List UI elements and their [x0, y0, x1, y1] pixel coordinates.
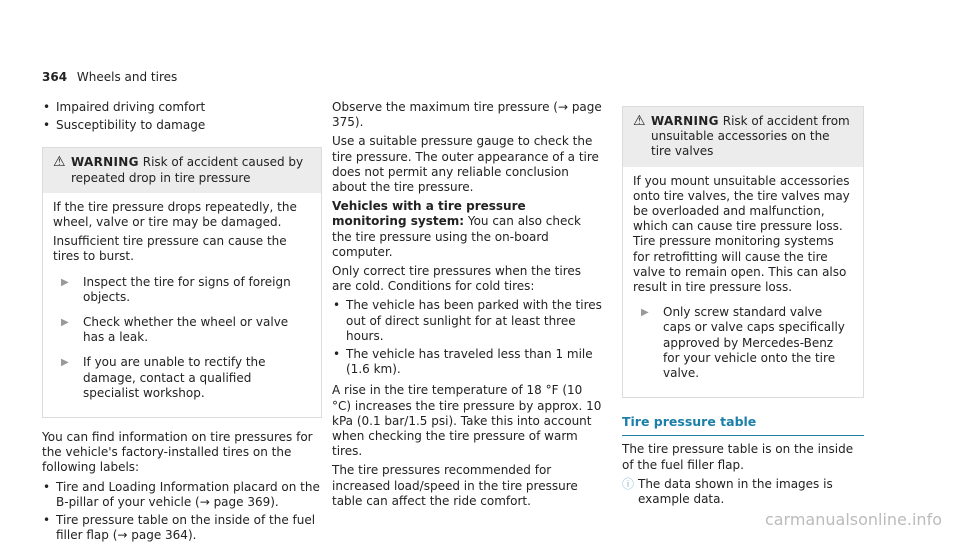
paragraph: A rise in the tire temperature of 18 °F (10 °C) increases the tire pressure by approx. 10 kPa (0.1 bar/1.5 psi). Take this into account when checking the tire pressure of warm tires.: [332, 383, 602, 459]
warning-header: [43, 148, 321, 192]
labels-list: [42, 480, 322, 544]
arrow-right-icon: ▶: [61, 357, 69, 369]
list-item: • Tire and Loading Information placard on the B-pillar of your vehicle (→ page 369).: [42, 480, 322, 510]
warning-label: WARNING: [651, 114, 719, 128]
action-step: ▶ If you are unable to rectify the damage, contact a qualified specialist workshop.: [53, 355, 311, 401]
warning-label: WARNING: [71, 155, 139, 170]
warning-paragraph: Insufficient tire pressure can cause the tires to burst.: [53, 234, 287, 264]
column-3: [622, 100, 864, 507]
warning-body: [623, 167, 863, 398]
warning-triangle-icon: ⚠: [53, 154, 66, 171]
warning-triangle-icon: ⚠: [633, 113, 646, 129]
arrow-right-icon: ▶: [61, 317, 69, 329]
paragraph: Only correct tire pressures when the tires are cold. Conditions for cold tires:: [332, 264, 582, 294]
section-name: Wheels and tires: [76, 70, 178, 84]
action-step: ▶ Only screw standard valve caps or valve caps specifically approved by Mercedes-Benz for your vehicle onto the tire valve.: [633, 305, 853, 381]
arrow-right-icon: ▶: [641, 307, 649, 319]
page-header: [42, 70, 177, 85]
list-item: • Impaired driving comfort: [42, 100, 322, 115]
paragraph: Use a suitable pressure gauge to check the tire pressure. The outer appearance of a tire does not permit any reliable conclusion about the tire pressure.: [332, 134, 599, 195]
list-item: • The vehicle has traveled less than 1 mile (1.6 km).: [332, 347, 604, 377]
action-step: ▶ Inspect the tire for signs of foreign objects.: [53, 275, 311, 305]
action-step: ▶ Check whether the wheel or valve has a leak.: [53, 315, 311, 345]
warning-box: [622, 106, 864, 398]
list-item: • Susceptibility to damage: [42, 118, 322, 133]
warning-box: [42, 147, 322, 418]
info-icon: ⓘ: [622, 476, 635, 491]
paragraph: The tire pressure table is on the inside of the fuel filler flap.: [622, 442, 854, 472]
section-title: Tire pressure table: [622, 414, 864, 436]
bold-lead: Vehicles with a tire pressure monitoring system:: [332, 199, 526, 229]
effects-list: [42, 100, 322, 133]
page-number: 364: [42, 70, 68, 84]
warning-header: [623, 107, 863, 167]
note-text: The data shown in the images is example data.: [638, 476, 833, 507]
info-paragraph: You can find information on tire pressures for the vehicle's factory-installed tires on the following labels:: [42, 430, 313, 475]
warning-title: Risk of accident caused by repeated drop in tire pressure: [71, 155, 304, 185]
column-1: [42, 100, 322, 549]
watermark: carmanualsonline.info: [764, 509, 942, 529]
paragraph: Vehicles with a tire pressure monitoring system: You can also check the tire pressure using the on-board computer.: [332, 199, 581, 259]
warning-paragraph: If you mount unsuitable accessories onto tire valves, the tire valves may be overloaded and malfunction, which can cause tire pressure loss. Tire pressure monitoring systems for retrofitting will cause the tire valve to remain open. This can also result in tire pressure loss.: [633, 173, 850, 295]
paragraph: Observe the maximum tire pressure (→ page 375).: [332, 100, 602, 130]
column-2: [332, 100, 604, 513]
warning-body: [43, 193, 321, 417]
note: [622, 477, 864, 507]
list-item: • Tire pressure table on the inside of the fuel filler flap (→ page 364).: [42, 513, 322, 543]
arrow-right-icon: ▶: [61, 276, 69, 288]
warning-paragraph: If the tire pressure drops repeatedly, the wheel, valve or tire may be damaged.: [53, 199, 297, 230]
paragraph: The tire pressures recommended for increased load/speed in the tire pressure table can affect the ride comfort.: [332, 463, 578, 508]
cold-tire-conditions: [332, 298, 604, 377]
warning-title: Risk of accident from unsuitable accessories on the tire valves: [651, 114, 850, 159]
list-item: • The vehicle has been parked with the tires out of direct sunlight for at least three hours.: [332, 298, 604, 344]
